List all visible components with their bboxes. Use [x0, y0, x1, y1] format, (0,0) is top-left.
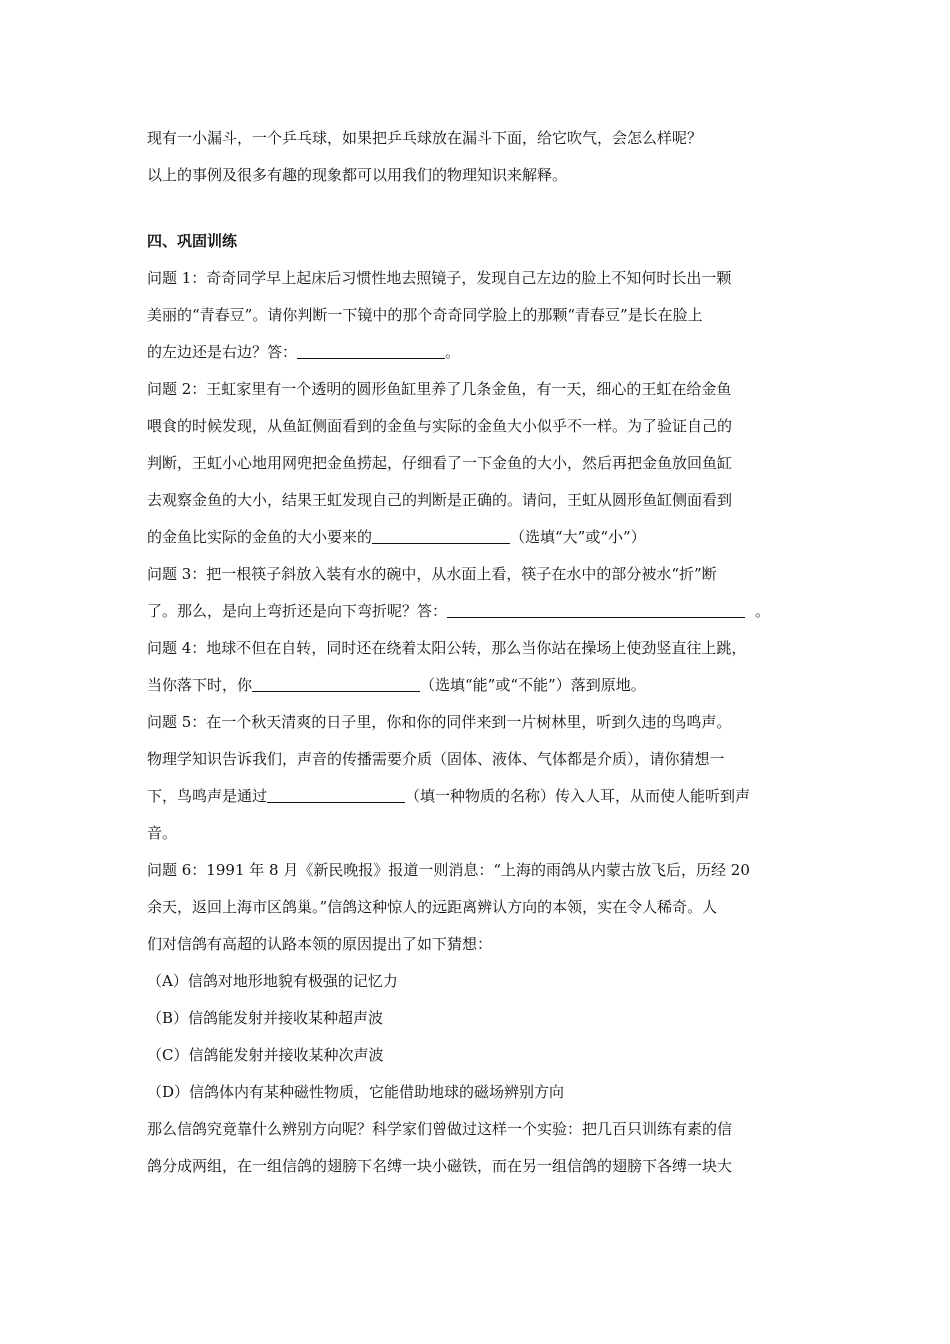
q6-line-1: 问题 6：1991 年 8 月《新民晚报》报道一则消息：“上海的雨鸽从内蒙古放飞后，历经 20 [147, 861, 750, 879]
q5-line-2: 物理学知识告诉我们，声音的传播需要介质（固体、液体、气体都是介质），请你猜想一 [147, 750, 725, 768]
q6-line-4: 那么信鸽究竟靠什么辨别方向呢？科学家们曾做过这样一个实验：把几百只训练有素的信 [147, 1120, 733, 1138]
q3-answer-blank[interactable] [447, 601, 745, 618]
q6-option-a: （A）信鸽对地形地貌有极强的记忆力 [147, 972, 398, 990]
q5-line-4: 音。 [147, 824, 178, 842]
q6-line-3: 们对信鸽有高超的认路本领的原因提出了如下猜想： [147, 935, 493, 953]
q2-line-5 [147, 519, 815, 556]
q5-line-3-end: （填一种物质的名称）传入人耳，从而使人能听到声 [405, 787, 751, 805]
q3-line-2 [147, 593, 815, 630]
q1-line-3 [147, 334, 815, 371]
q5-line-3-text: 下，鸟鸣声是通过 [147, 787, 268, 805]
q2-line-5-end: （选填“大”或“小”） [510, 528, 646, 546]
q1-answer-blank[interactable] [297, 342, 445, 359]
q1-line-3-end: 。 [445, 343, 461, 361]
q5-answer-blank[interactable] [267, 786, 405, 803]
q2-line-4: 去观察金鱼的大小，结果王虹发现自己的判断是正确的。请问，王虹从圆形鱼缸侧面看到 [147, 491, 733, 509]
q2-line-5-text: 的金鱼比实际的金鱼的大小要来的 [147, 528, 373, 546]
q4-line-2-end: （选填“能”或“不能”）落到原地。 [420, 676, 646, 694]
q3-line-2-text: 了。那么，是向上弯折还是向下弯折呢？答： [147, 602, 448, 620]
document-page [147, 120, 815, 1185]
q6-line-5: 鸽分成两组，在一组信鸽的翅膀下名缚一块小磁铁，而在另一组信鸽的翅膀下各缚一块大 [147, 1157, 733, 1175]
q1-line-1: 问题 1：奇奇同学早上起床后习惯性地去照镜子，发现自己左边的脸上不知何时长出一颗 [147, 269, 732, 287]
q2-line-3: 判断，王虹小心地用网兜把金鱼捞起，仔细看了一下金鱼的大小，然后再把金鱼放回鱼缸 [147, 454, 733, 472]
q6-option-c: （C）信鸽能发射并接收某种次声波 [147, 1046, 384, 1064]
q6-option-d: （D）信鸽体内有某种磁性物质，它能借助地球的磁场辨别方向 [147, 1083, 565, 1101]
q4-line-1: 问题 4：地球不但在自转，同时还在绕着太阳公转，那么当你站在操场上使劲竖直往上跳， [147, 639, 747, 657]
q1-line-2: 美丽的“青春豆”。请你判断一下镜中的那个奇奇同学脸上的那颗“青春豆”是长在脸上 [147, 306, 703, 324]
q2-line-2: 喂食的时候发现，从鱼缸侧面看到的金鱼与实际的金鱼大小似乎不一样。为了验证自己的 [147, 417, 733, 435]
q3-line-1: 问题 3：把一根筷子斜放入装有水的碗中，从水面上看，筷子在水中的部分被水“折”断 [147, 565, 717, 583]
q5-line-1: 问题 5：在一个秋天清爽的日子里，你和你的同伴来到一片树林里，听到久违的鸟鸣声。 [147, 713, 732, 731]
q4-line-2 [147, 667, 815, 704]
q6-line-2: 余天，返回上海市区鸽巢。”信鸽这种惊人的远距离辨认方向的本领，实在令人稀奇。人 [147, 898, 718, 916]
q2-answer-blank[interactable] [372, 527, 510, 544]
q4-line-2-text: 当你落下时，你 [147, 676, 253, 694]
q2-line-1: 问题 2：王虹家里有一个透明的圆形鱼缸里养了几条金鱼，有一天，细心的王虹在给金鱼 [147, 380, 732, 398]
intro-line-2: 以上的事例及很多有趣的现象都可以用我们的物理知识来解释。 [147, 166, 568, 184]
q3-line-2-end: 。 [755, 602, 771, 620]
q5-line-3 [147, 778, 815, 815]
intro-line-1: 现有一小漏斗，一个乒乓球，如果把乒乓球放在漏斗下面，给它吹气，会怎么样呢？ [147, 129, 703, 147]
q4-answer-blank[interactable] [252, 675, 420, 692]
q1-line-3-text: 的左边还是右边？答： [147, 343, 298, 361]
section-title: 四、巩固训练 [147, 232, 238, 250]
q6-option-b: （B）信鸽能发射并接收某种超声波 [147, 1009, 384, 1027]
